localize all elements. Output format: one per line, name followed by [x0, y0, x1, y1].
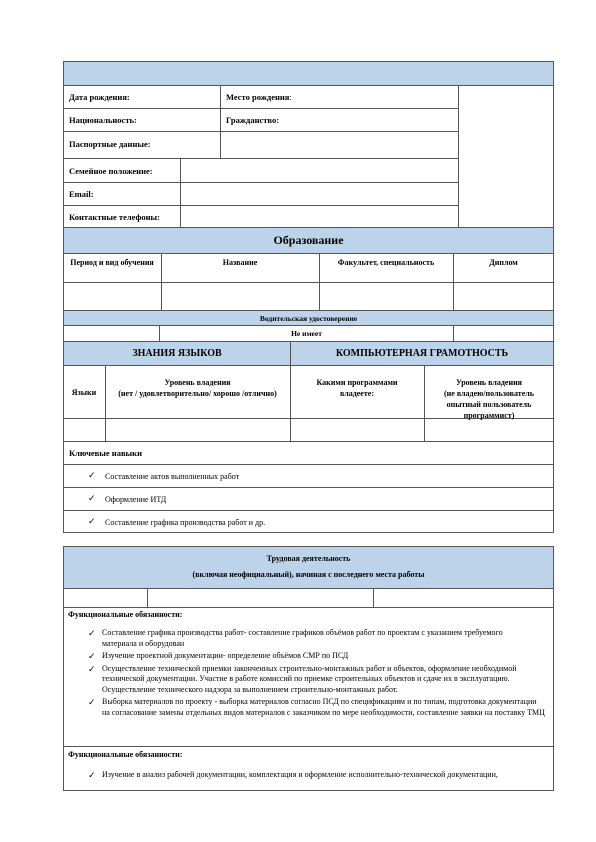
check-icon: ✓ [88, 628, 96, 638]
nationality-label: Национальность: [69, 115, 137, 125]
computer-title: КОМПЬЮТЕРНАЯ ГРАМОТНОСТЬ [335, 348, 509, 359]
languages-header [63, 341, 291, 366]
comp-col-programs: Какими программами владеете: [316, 378, 398, 398]
work-header [63, 546, 554, 589]
edu-col-name: Название [222, 258, 258, 267]
check-icon: ✓ [88, 470, 96, 480]
phones-label: Контактные телефоны: [69, 212, 161, 222]
photo-box [458, 85, 554, 228]
check-icon: ✓ [88, 516, 96, 526]
email-label: Email: [69, 189, 94, 199]
birth-date-label: Дата рождения: [69, 92, 130, 102]
duties-list [88, 628, 546, 718]
work-subtitle: (включая неофициальный), начиная с последнего места работы [192, 570, 425, 579]
key-skills-title: Ключевые навыки [69, 448, 142, 458]
passport-label: Паспортные данные: [69, 139, 151, 149]
duties-title-2: Функциональные обязанности: [68, 750, 183, 759]
birth-place-label: Место рождения: [226, 92, 292, 102]
duty-item: ✓ Составление графика производства работ- составление графиков объёмов работ по проектам с указанием требуемого [88, 628, 503, 638]
top-header-bar [63, 61, 554, 86]
comp-col-level: Уровень владения (не владею/пользователь опытный пользователь программист) [444, 378, 534, 420]
skill-item: Составление графика производства работ и др. [105, 518, 266, 527]
duties-title: Функциональные обязанности: [68, 610, 183, 619]
duty-item: ✓ Изучение в анализ рабочей документации, комплектация и оформление исполнительно-технической документации, [88, 770, 498, 780]
check-icon: ✓ [88, 697, 96, 707]
lang-col-languages: Языки [71, 387, 97, 397]
work-title: Трудовая деятельность [266, 554, 351, 563]
check-icon: ✓ [88, 651, 96, 661]
duties-list-2 [88, 770, 550, 781]
edu-col-faculty: Факультет, специальность [337, 258, 435, 267]
check-icon: ✓ [88, 663, 96, 674]
edu-col-diploma: Диплом [489, 258, 518, 267]
license-header [63, 310, 554, 326]
duty-item-continuation: материала и оборудован [102, 638, 185, 648]
lang-col-level: Уровень владения (нет / удовлетворительно/ хорошо /отлично) [118, 378, 277, 398]
education-title: Образование [273, 233, 344, 247]
marital-status-label: Семейное положение: [69, 166, 153, 176]
license-title: Водительская удостоверение [259, 313, 358, 323]
skill-item: Составление актов выполненных работ [105, 472, 240, 481]
skill-item: Оформление ИТД [105, 495, 167, 504]
personal-info-table [63, 85, 459, 228]
duty-item: ✓ Изучение проектной документации- определение объёмов СМР по ПСД [88, 651, 349, 661]
check-icon: ✓ [88, 493, 96, 503]
license-value: Не имеет [291, 329, 322, 338]
computer-header [290, 341, 554, 366]
edu-col-period: Период и вид обучения [70, 258, 154, 267]
citizenship-label: Гражданство: [226, 115, 280, 125]
check-icon: ✓ [88, 770, 96, 780]
education-header [63, 227, 554, 254]
languages-title: ЗНАНИЯ ЯЗЫКОВ [132, 348, 222, 359]
duty-item: ✓ Выборка материалов по проекту - выборка материалов согласно ПСД по спецификациям и по типам, подготовка документации на согласование замены отдельных видов материалов с заказчиком по мере необходимости, составление заявки на поставку ТМЦ [88, 697, 545, 717]
duty-item: ✓ Осуществление технической приемки законченных строительно-монтажных работ и объектов, оформление необходимой технической документации. Участие в работе комиссий по приемке строительных объектов и сдаче их в эксплуатацию. Осуществление технического надзора за выполнением строительно-монтажных работ. [88, 663, 517, 694]
work-row [63, 588, 554, 608]
